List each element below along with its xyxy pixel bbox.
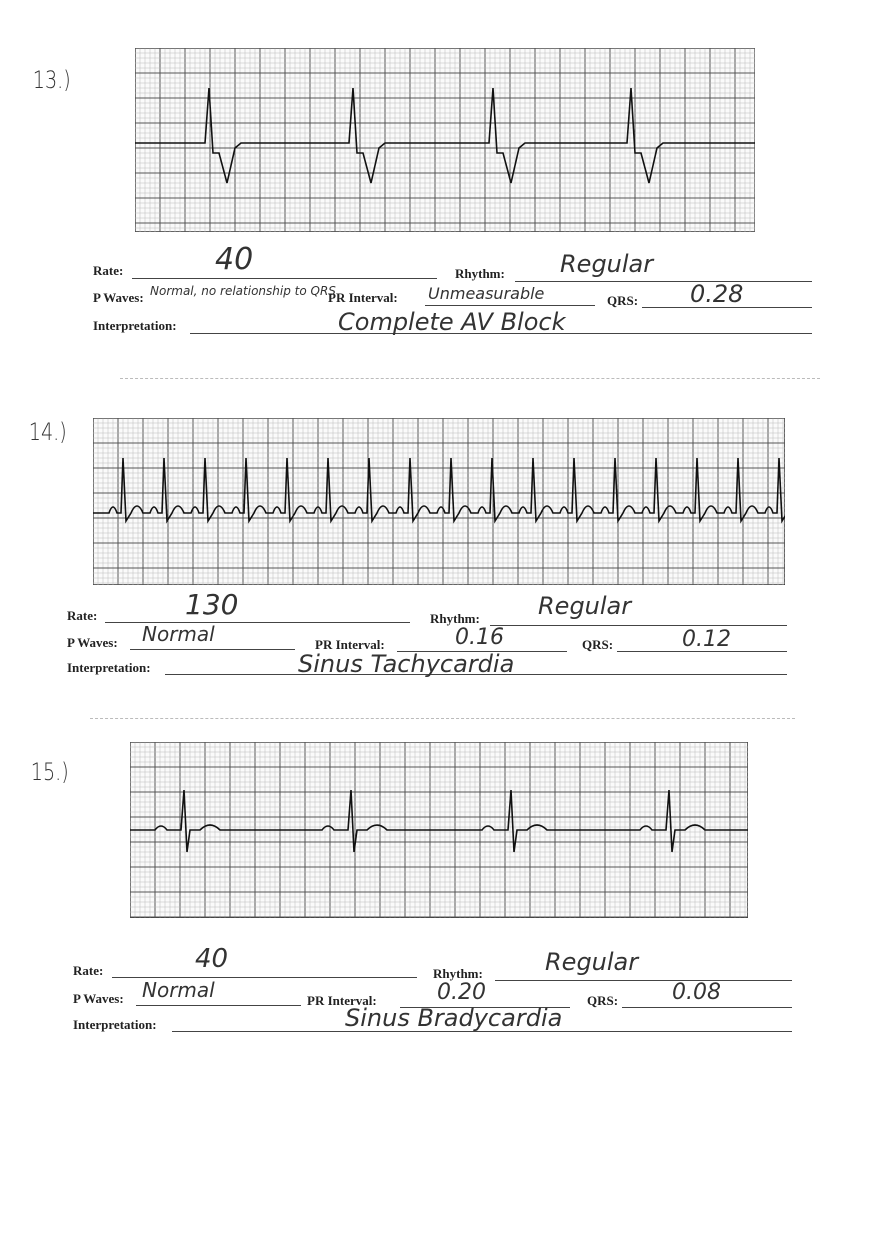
ecg-strip-14 xyxy=(93,418,785,585)
rate-label: Rate: xyxy=(73,963,104,978)
item-number: 13.) xyxy=(32,66,71,94)
p-waves-value: Normal xyxy=(142,978,215,1002)
interpretation-value: Sinus Tachycardia xyxy=(298,650,515,678)
p-waves-label: P Waves: xyxy=(67,635,118,650)
rhythm-value: Regular xyxy=(560,250,654,278)
pr-interval-value: 0.16 xyxy=(455,625,504,650)
pr-interval-label: PR Interval: xyxy=(315,637,385,652)
item-number: 14.) xyxy=(28,418,67,446)
rhythm-label: Rhythm: xyxy=(430,611,480,626)
interpretation-label: Interpretation: xyxy=(93,318,177,333)
rhythm-label: Rhythm: xyxy=(455,266,505,281)
rate-label: Rate: xyxy=(67,608,98,623)
qrs-label: QRS: xyxy=(587,993,619,1008)
p-waves-value: Normal xyxy=(142,622,215,646)
rate-value: 40 xyxy=(195,944,229,974)
rhythm-value: Regular xyxy=(538,592,632,620)
p-waves-value: Normal, no relationship to QRS xyxy=(150,284,336,298)
item-number: 15.) xyxy=(30,758,69,786)
ecg-strip-13 xyxy=(135,48,755,232)
qrs-value: 0.12 xyxy=(682,627,731,652)
p-waves-label: P Waves: xyxy=(73,991,124,1006)
qrs-value: 0.08 xyxy=(672,980,721,1005)
interpretation-value: Complete AV Block xyxy=(338,308,566,336)
qrs-value: 0.28 xyxy=(690,280,744,308)
interpretation-value: Sinus Bradycardia xyxy=(345,1004,563,1032)
rate-value: 40 xyxy=(215,242,254,277)
rhythm-value: Regular xyxy=(545,948,639,976)
qrs-label: QRS: xyxy=(607,293,639,308)
pr-interval-label: PR Interval: xyxy=(328,290,398,305)
qrs-label: QRS: xyxy=(582,637,614,652)
interpretation-label: Interpretation: xyxy=(67,660,151,675)
interpretation-label: Interpretation: xyxy=(73,1017,157,1032)
ecg-strip-15 xyxy=(130,742,748,918)
pr-interval-label: PR Interval: xyxy=(307,993,377,1008)
p-waves-label: P Waves: xyxy=(93,290,144,305)
rate-label: Rate: xyxy=(93,263,124,278)
pr-interval-value: Unmeasurable xyxy=(428,284,545,303)
rhythm-label: Rhythm: xyxy=(433,966,483,981)
rate-value: 130 xyxy=(185,588,239,621)
pr-interval-value: 0.20 xyxy=(437,980,486,1005)
